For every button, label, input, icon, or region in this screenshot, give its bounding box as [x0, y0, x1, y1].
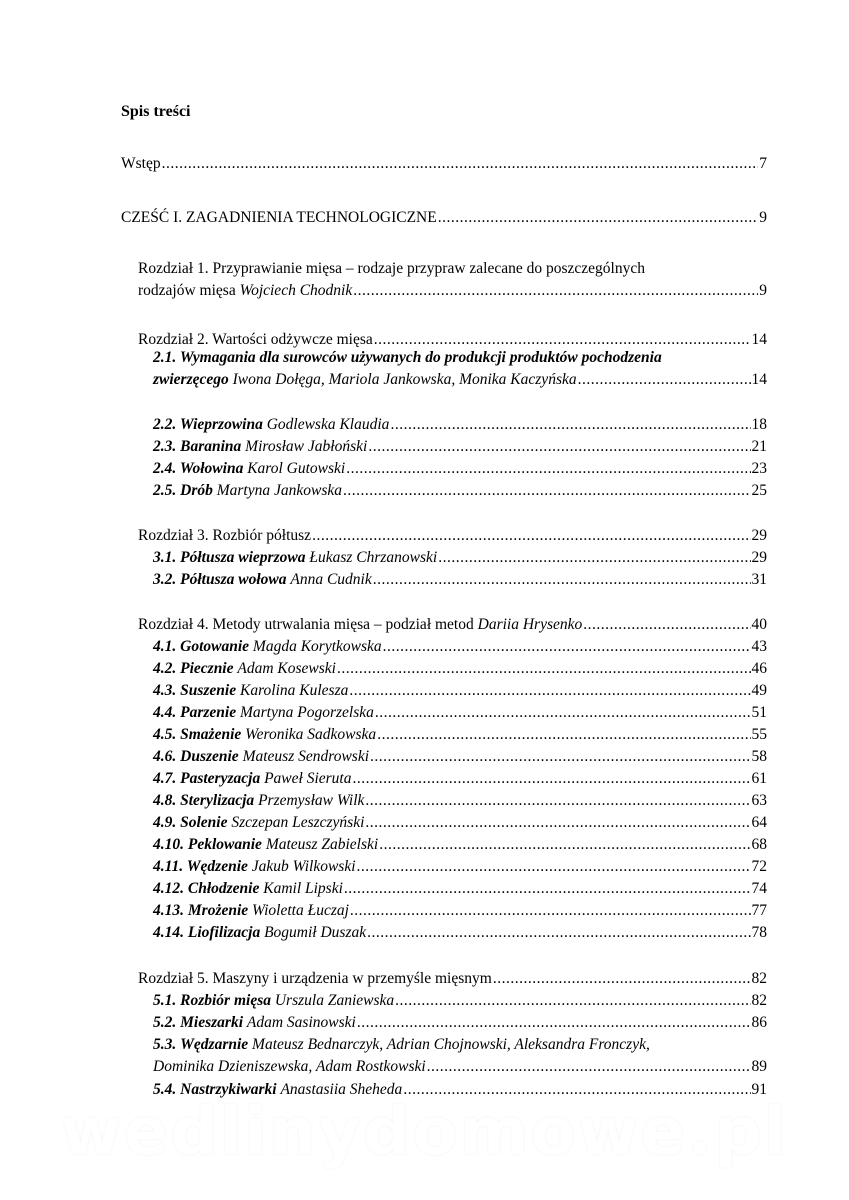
toc-entry-author: Godlewska Klaudia: [266, 416, 390, 433]
toc-entry-line: [153, 1012, 767, 1034]
toc-entry-text: [153, 414, 389, 436]
toc-entry-text: [153, 990, 394, 1012]
toc-entry-number: 5.3.: [153, 1036, 177, 1053]
toc-page-number: 91: [751, 1081, 767, 1098]
toc-page-number: 29: [751, 527, 767, 544]
toc-leader-dots: [312, 525, 750, 547]
toc-entry: [153, 878, 767, 900]
toc-entry: [121, 207, 767, 229]
toc-entry-text: [153, 812, 364, 834]
toc-page-number: 21: [751, 438, 767, 455]
toc-entry-number: 5.2.: [153, 1014, 177, 1031]
toc-entry-number: 4.1.: [153, 638, 177, 655]
toc-entry-author: Kamil Lipski: [263, 880, 343, 897]
toc-entry-author: Iwona Dołęga, Mariola Jankowska, Monika Kaczyńska: [232, 371, 577, 388]
toc-entry-text: [138, 614, 582, 636]
toc-entry-title: Baranina: [180, 438, 242, 455]
toc-entry: [153, 636, 767, 658]
toc-page-number: 86: [751, 1014, 767, 1031]
toc-entry-line: [138, 614, 767, 636]
toc-entry-text: [153, 680, 348, 702]
toc-entry: [153, 1012, 767, 1034]
toc-entry-line: [153, 878, 767, 900]
toc-entry-author: Dominika Dzieniszewska, Adam Rostkowski: [153, 1058, 426, 1075]
toc-entry-text: [153, 834, 378, 856]
toc-entry-text: [153, 1056, 426, 1078]
toc-entry-line: [153, 436, 767, 458]
toc-entry-text: [153, 1012, 356, 1034]
toc-entry-first-line: [153, 347, 767, 369]
toc-leader-dots: [427, 1056, 751, 1078]
toc-entry-title: Mieszarki: [180, 1014, 243, 1031]
toc-entry-line: [121, 207, 767, 229]
toc-leader-dots: [375, 702, 751, 724]
toc-entry-line: [153, 790, 767, 812]
toc-entry-line: [153, 369, 767, 391]
toc-entry-line: [153, 658, 767, 680]
toc-leader-dots: [583, 614, 750, 636]
toc-entry-author: Adam Kosewski: [237, 660, 336, 677]
toc-entry-number: 4.12.: [153, 880, 184, 897]
toc-entry-author: Wioletta Łuczaj: [252, 902, 349, 919]
toc-entry-text: [153, 436, 367, 458]
toc-page-number: 9: [759, 209, 767, 226]
toc-page-number: 49: [751, 682, 767, 699]
toc-leader-dots: [349, 680, 750, 702]
toc-page-number: 29: [751, 549, 767, 566]
toc-entry-author: Mateusz Bednarczyk, Adrian Chojnowski, Aleksandra Fronczyk,: [252, 1036, 650, 1053]
toc-page-number: 74: [751, 880, 767, 897]
toc-entry-number: 4.7.: [153, 770, 177, 787]
toc-leader-dots: [438, 207, 759, 229]
toc-entry-title: Półtusza wieprzowa: [180, 549, 306, 566]
toc-page-number: 78: [751, 924, 767, 941]
toc-entry-title: Peklowanie: [187, 836, 262, 853]
toc-entry-text: [153, 878, 343, 900]
toc-entry-number: 4.14.: [153, 924, 184, 941]
toc-entry-text: [138, 968, 492, 990]
toc-entry-line: [153, 1056, 767, 1078]
toc-entry-title: rodzajów mięsa: [138, 282, 236, 299]
toc-entry-title: zwierzęcego: [153, 371, 229, 388]
toc-entry-author: Magda Korytkowska: [252, 638, 382, 655]
toc-entry-title: Mrożenie: [187, 902, 249, 919]
toc-page-number: 89: [751, 1058, 767, 1075]
toc-entry-author: Karol Gutowski: [247, 460, 346, 477]
toc-entry-first-line: [138, 258, 767, 280]
toc-page-number: 46: [751, 660, 767, 677]
toc-entry-author: Bogumił Duszak: [264, 924, 367, 941]
toc-entry-title: Piecznie: [180, 660, 234, 677]
toc-entry-line: [153, 680, 767, 702]
toc-entry-author: Dariia Hrysenko: [477, 616, 583, 633]
toc-entry-text: [138, 280, 352, 302]
toc-entry: [153, 347, 767, 391]
watermark: wedlinydomowe.pl: [60, 1093, 789, 1170]
toc-entry-text: [153, 768, 351, 790]
toc-entry-number: 5.1.: [153, 992, 177, 1009]
toc-entry-author: Mateusz Sendrowski: [242, 748, 370, 765]
toc-entry-title: Solenie: [180, 814, 228, 831]
toc-entry-number: 4.3.: [153, 682, 177, 699]
toc-entry-author: Adam Sasinowski: [246, 1014, 356, 1031]
toc-entry: [138, 258, 767, 302]
toc-entry-text: [121, 153, 161, 175]
toc-entry: [153, 569, 767, 591]
toc-entry-line: [121, 153, 767, 175]
toc-entry-line: [153, 990, 767, 1012]
toc-entry-title: Smażenie: [180, 726, 242, 743]
toc-entry-title: Drób: [180, 482, 213, 499]
toc-entry-line: [153, 922, 767, 944]
toc-entry-author: Mateusz Zabielski: [265, 836, 379, 853]
toc-entry-text: [153, 746, 369, 768]
toc-leader-dots: [343, 480, 751, 502]
toc-entry: [153, 768, 767, 790]
toc-entry-title: Rozdział 2. Wartości odżywcze mięsa: [138, 331, 373, 348]
toc-entry: [153, 658, 767, 680]
toc-page-number: 14: [751, 371, 767, 388]
toc-entry-author: Urszula Zaniewska: [274, 992, 395, 1009]
toc-page-number: 31: [751, 571, 767, 588]
toc-entry-title: CZEŚĆ I. ZAGADNIENIA TECHNOLOGICZNE: [121, 209, 437, 226]
toc-entry-number: 2.4.: [153, 460, 177, 477]
toc-entry-number: 2.5.: [153, 482, 177, 499]
toc-entry-title: Półtusza wołowa: [180, 571, 287, 588]
toc-entry-number: 4.5.: [153, 726, 177, 743]
toc-entry-title: Chłodzenie: [187, 880, 260, 897]
toc-entry-number: 4.4.: [153, 704, 177, 721]
toc-page-number: 68: [751, 836, 767, 853]
toc-page-number: 64: [751, 814, 767, 831]
toc-entry-title-line1: 2.1. Wymagania dla surowców używanych do produkcji produktów pochodzenia: [153, 349, 662, 366]
toc-entry: [153, 1034, 767, 1078]
toc-leader-dots: [337, 658, 751, 680]
toc-page-number: 43: [751, 638, 767, 655]
toc-entry-author: Paweł Sieruta: [264, 770, 352, 787]
toc-page-number: 9: [759, 282, 767, 299]
toc-entry-text: [153, 790, 364, 812]
toc-entry-title: Rozdział 3. Rozbiór półtusz: [138, 527, 312, 544]
toc-entry-author: Weronika Sadkowska: [245, 726, 377, 743]
toc-entry-text: [153, 636, 382, 658]
toc-entry-title: Sterylizacja: [180, 792, 255, 809]
page-title: Spis treści: [121, 103, 191, 120]
toc-leader-dots: [365, 790, 750, 812]
toc-entry-line: [153, 900, 767, 922]
toc-leader-dots: [373, 569, 751, 591]
toc-page-number: 58: [751, 748, 767, 765]
toc-entry-text: [153, 922, 366, 944]
toc-entry-number: 4.6.: [153, 748, 177, 765]
toc-entry: [153, 922, 767, 944]
toc-leader-dots: [390, 414, 750, 436]
toc-entry-text: [153, 900, 349, 922]
toc-leader-dots: [383, 636, 751, 658]
toc-leader-dots: [368, 436, 750, 458]
toc-page-number: 72: [751, 858, 767, 875]
toc-entry-line: [153, 547, 767, 569]
toc-entry-title-line1: Rozdział 1. Przyprawianie mięsa – rodzaje przypraw zalecane do poszczególnych: [138, 260, 645, 277]
toc-entry-text: [153, 658, 336, 680]
toc-entry: [153, 812, 767, 834]
toc-page-number: 40: [751, 616, 767, 633]
toc-entry-author: Przemysław Wilk: [258, 792, 365, 809]
toc-entry-title: Wstęp: [121, 155, 161, 172]
toc-entry-line: [138, 968, 767, 990]
toc-entry-author: Jakub Wilkowski: [251, 858, 356, 875]
toc-entry: [153, 702, 767, 724]
toc-entry: [138, 614, 767, 636]
toc-entry-first-line: [153, 1034, 767, 1056]
toc-entry: [153, 834, 767, 856]
toc-entry-line: [153, 856, 767, 878]
toc-entry-author: Anna Cudnik: [290, 571, 372, 588]
toc-entry-number: 4.11.: [153, 858, 184, 875]
toc-entry-text: [153, 856, 356, 878]
toc-entry: [153, 680, 767, 702]
toc-entry: [138, 968, 767, 990]
toc-page-number: 61: [751, 770, 767, 787]
toc-entry-title: Wędzenie: [186, 858, 248, 875]
toc-entry-title: Wędzarnie: [180, 1036, 249, 1053]
toc-entry: [121, 153, 767, 175]
toc-entry: [153, 724, 767, 746]
toc-entry-number: 3.1.: [153, 549, 177, 566]
toc-entry-title: Duszenie: [180, 748, 239, 765]
toc-leader-dots: [350, 900, 751, 922]
toc-entry-title: Rozdział 4. Metody utrwalania mięsa – podział metod: [138, 616, 474, 633]
toc-entry-text: [153, 724, 376, 746]
toc-entry-author: Martyna Pogorzelska: [239, 704, 374, 721]
toc-entry-text: [138, 525, 311, 547]
toc-entry: [153, 900, 767, 922]
toc-entry-text: [153, 569, 372, 591]
toc-entry-title: Liofilizacja: [187, 924, 261, 941]
toc-entry-line: [153, 636, 767, 658]
toc-leader-dots: [357, 1012, 751, 1034]
toc-page-number: 25: [751, 482, 767, 499]
toc-entry: [153, 790, 767, 812]
toc-leader-dots: [395, 990, 750, 1012]
toc-entry-text: [153, 458, 345, 480]
toc-leader-dots: [370, 746, 750, 768]
toc-leader-dots: [379, 834, 750, 856]
toc-entry-author: Łukasz Chrzanowski: [309, 549, 438, 566]
toc-entry-line: [153, 569, 767, 591]
toc-page-number: 14: [751, 331, 767, 348]
toc-page-number: 23: [751, 460, 767, 477]
toc-page-number: 7: [759, 155, 767, 172]
toc-entry-title: Suszenie: [180, 682, 237, 699]
toc-entry: [153, 990, 767, 1012]
toc-entry-number: 4.13.: [153, 902, 184, 919]
toc-entry-text: [153, 480, 342, 502]
toc-entry-number: 5.4.: [153, 1081, 177, 1098]
toc-entry-author: Karolina Kulesza: [240, 682, 349, 699]
toc-entry-number: 4.10.: [153, 836, 184, 853]
toc-entry-line: [153, 414, 767, 436]
toc-entry-line: [153, 702, 767, 724]
toc-entry-number: 4.9.: [153, 814, 177, 831]
toc-entry-number: 2.2.: [153, 416, 177, 433]
toc-entry-text: [153, 369, 577, 391]
toc-entry-line: [153, 812, 767, 834]
toc-page-number: 18: [751, 416, 767, 433]
toc-entry-line: [153, 724, 767, 746]
toc-entry-number: 4.8.: [153, 792, 177, 809]
toc-entry-author: Wojciech Chodnik: [239, 282, 353, 299]
toc-entry-line: [153, 746, 767, 768]
toc-leader-dots: [377, 724, 750, 746]
toc-page-number: 82: [751, 992, 767, 1009]
toc-entry: [138, 525, 767, 547]
toc-leader-dots: [438, 547, 750, 569]
toc-entry-author: Mirosław Jabłoński: [245, 438, 368, 455]
toc-entry-title: Pasteryzacja: [180, 770, 261, 787]
toc-entry-author: Martyna Jankowska: [216, 482, 342, 499]
toc-entry-title: Nastrzykiwarki: [180, 1081, 277, 1098]
toc-page-number: 51: [751, 704, 767, 721]
toc-entry: [153, 480, 767, 502]
toc-entry: [153, 414, 767, 436]
toc-leader-dots: [344, 878, 751, 900]
toc-entry-title: Rozbiór mięsa: [180, 992, 271, 1009]
toc-entry-line: [138, 280, 767, 302]
toc-entry-author: Szczepan Leszczyński: [231, 814, 365, 831]
toc-leader-dots: [346, 458, 750, 480]
toc-leader-dots: [578, 369, 751, 391]
toc-entry: [153, 856, 767, 878]
toc-entry: [153, 436, 767, 458]
toc-page-number: 63: [751, 792, 767, 809]
toc-leader-dots: [493, 968, 751, 990]
toc-entry-text: [153, 702, 374, 724]
toc-leader-dots: [162, 153, 759, 175]
toc-entry-number: 2.3.: [153, 438, 177, 455]
toc-entry-title: Wołowina: [179, 460, 244, 477]
toc-entry-title: Gotowanie: [180, 638, 250, 655]
toc-entry-text: [121, 207, 437, 229]
toc-entry-line: [153, 458, 767, 480]
toc-entry-text: [153, 547, 437, 569]
toc-entry-number: 3.2.: [153, 571, 177, 588]
toc-entry-line: [138, 525, 767, 547]
toc-leader-dots: [352, 768, 750, 790]
toc-page-number: 77: [751, 902, 767, 919]
toc-entry-title: Rozdział 5. Maszyny i urządzenia w przemyśle mięsnym: [138, 970, 492, 987]
toc-entry-line: [153, 834, 767, 856]
toc-entry-title: Wieprzowina: [179, 416, 263, 433]
toc-entry-line: [153, 768, 767, 790]
toc-leader-dots: [365, 812, 750, 834]
toc-entry: [153, 547, 767, 569]
toc-leader-dots: [367, 922, 750, 944]
toc-entry-number: 4.2.: [153, 660, 177, 677]
toc-leader-dots: [353, 280, 758, 302]
toc-entry-author: Anastasiia Sheheda: [280, 1081, 403, 1098]
toc-page-number: 55: [751, 726, 767, 743]
toc-entry: [153, 458, 767, 480]
toc-entry-title: Parzenie: [180, 704, 237, 721]
toc-entry-line: [153, 480, 767, 502]
toc-leader-dots: [357, 856, 751, 878]
toc-page-number: 82: [751, 970, 767, 987]
toc-entry: [153, 746, 767, 768]
